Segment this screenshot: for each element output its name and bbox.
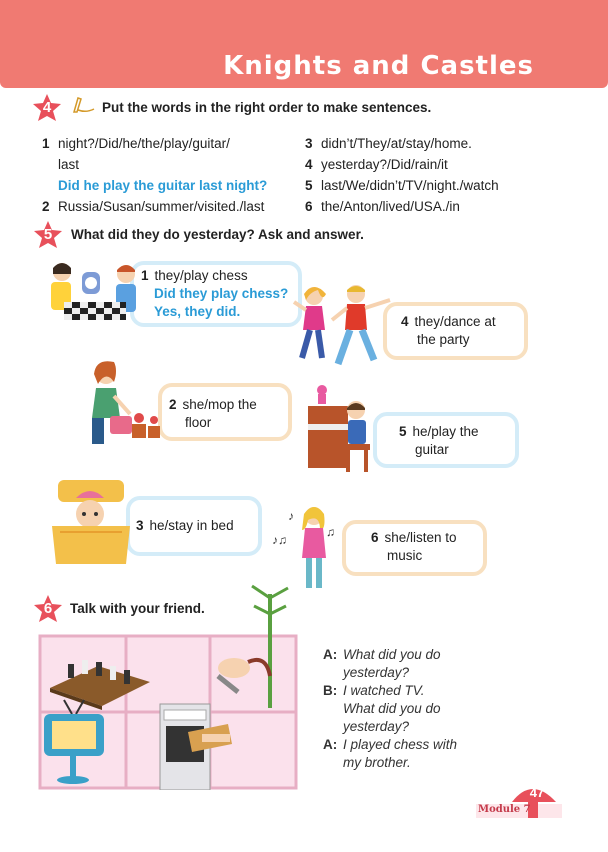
list-item: 2 Russia/Susan/summer/visited./last [42, 199, 265, 214]
woman-watering-illustration [86, 356, 162, 448]
exercise-4-right-column [305, 133, 499, 217]
bubble-4-text: 4 they/dance at the party [401, 314, 496, 347]
list-item: last [58, 157, 80, 172]
dialog-line: B: I watched TV. [323, 683, 425, 698]
page-header [0, 0, 608, 88]
bubble-1-text: 1 they/play chess Did they play chess? Yes, they did. [141, 268, 289, 319]
list-item: 4 yesterday?/Did/rain/it [305, 157, 448, 172]
exercise-4-badge: 4 [32, 93, 62, 123]
svg-text:♪♫: ♪♫ [272, 533, 287, 547]
girl-listening-music-illustration [262, 500, 342, 592]
exercise-5-badge: 5 [33, 220, 63, 250]
exercise-6-instruction: Talk with your friend. [70, 601, 205, 616]
dialog-line: yesterday? [343, 719, 410, 734]
list-item: 6 the/Anton/lived/USA./in [305, 199, 460, 214]
exercise-6-badge: 6 [33, 594, 63, 624]
bubble-3-text: 3 he/stay in bed [136, 518, 234, 533]
bubble-6-text: 6 she/listen to music [371, 530, 457, 563]
boy-in-bed-illustration [50, 476, 132, 568]
bubble-5-text: 5 he/play the guitar [399, 424, 479, 457]
dialog [323, 646, 457, 772]
dancing-kids-illustration [292, 280, 396, 378]
list-item: 1 night?/Did/he/the/play/guitar/ [42, 136, 230, 151]
chess-players-illustration [46, 258, 142, 330]
list-item: 5 last/We/didn’t/TV/night./watch [305, 178, 499, 193]
dialog-line: yesterday? [343, 665, 410, 680]
example-answer: Did he play the guitar last night? [58, 178, 268, 193]
bubble-2-text: 2 she/mop the floor [169, 397, 257, 430]
exercise-4-instruction: Put the words in the right order to make sentences. [102, 100, 432, 115]
dialog-line: What did you do [343, 701, 441, 716]
pencil-icon [70, 95, 96, 115]
svg-text:♫: ♫ [326, 525, 335, 539]
boy-at-piano-illustration [304, 380, 378, 476]
list-item: 3 didn’t/They/at/stay/home. [305, 136, 472, 151]
dialog-line: my brother. [343, 755, 411, 770]
exercise-5-instruction: What did they do yesterday? Ask and answer. [71, 227, 364, 242]
dialog-line: A: What did you do [323, 647, 441, 662]
svg-text:♪: ♪ [288, 509, 294, 523]
activities-picture-grid [38, 584, 300, 790]
page-title: Knights and Castles [223, 51, 534, 81]
dialog-line: A: I played chess with [323, 737, 458, 752]
exercise-4-left-column [42, 133, 267, 217]
module-label: Module 7 [478, 804, 531, 815]
page-number: 47 [529, 785, 545, 800]
